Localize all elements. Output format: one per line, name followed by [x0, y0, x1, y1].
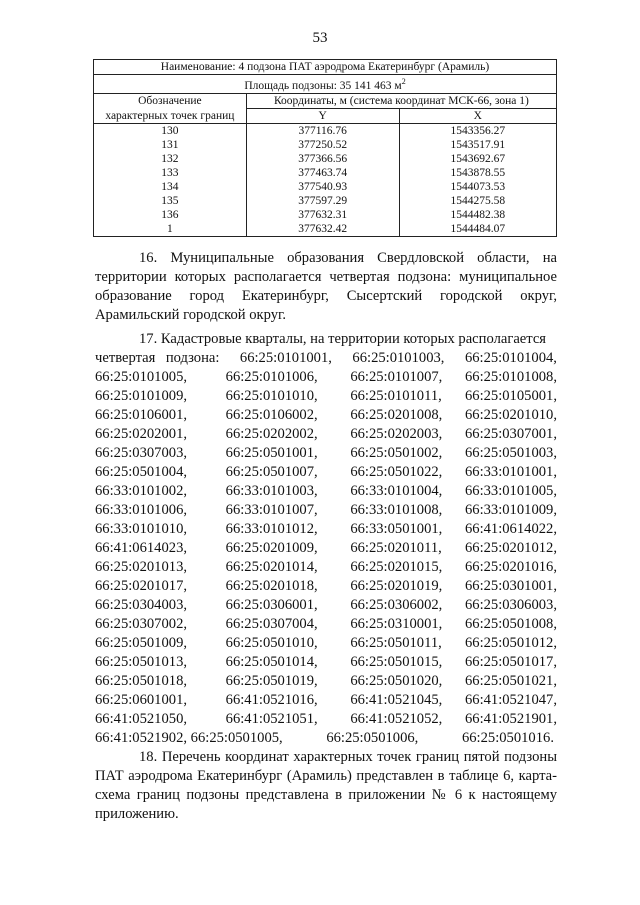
cadastral-item: 66:25:0501019, — [225, 673, 318, 689]
cadastral-item: 66:25:0501017, — [464, 654, 557, 670]
cadastral-item: 66:25:0201016, — [464, 559, 557, 575]
cell-x: 1544073.53 — [399, 180, 556, 194]
cadastral-item: 66:41:0614023, — [95, 540, 188, 556]
cadastral-item: 66:25:0501008, — [464, 616, 557, 632]
table-row — [94, 152, 557, 166]
cell-y: 377632.31 — [246, 208, 399, 222]
col-point-header-1: Обозначение — [94, 93, 247, 108]
table-area — [94, 75, 557, 94]
cadastral-item: 66:25:0105001, — [464, 388, 557, 404]
cell-point: 131 — [94, 138, 247, 152]
cadastral-item: 66:41:0521902, 66:25:0501005, — [95, 730, 283, 746]
cadastral-item: 66:25:0307003, — [95, 445, 188, 461]
cadastral-item: 66:33:0101009, — [464, 502, 557, 518]
cadastral-item: 66:41:0521045, — [350, 692, 443, 708]
cell-point: 132 — [94, 152, 247, 166]
cadastral-item: 66:41:0521050, — [95, 711, 188, 727]
cadastral-item: 66:25:0101010, — [225, 388, 318, 404]
cadastral-item: 66:25:0501006, — [326, 730, 419, 746]
cadastral-item: 66:25:0310001, — [350, 616, 443, 632]
cell-point: 130 — [94, 123, 247, 138]
cadastral-item: 66:25:0201008, — [350, 407, 443, 423]
table-row — [94, 208, 557, 222]
col-y-header: Y — [246, 108, 399, 123]
cadastral-item: 66:25:0306001, — [225, 597, 318, 613]
cadastral-item: 66:25:0202001, — [95, 426, 188, 442]
cadastral-item: 66:41:0521016, — [225, 692, 318, 708]
cadastral-item: 66:25:0101006, — [225, 369, 318, 385]
table-row — [94, 138, 557, 152]
cadastral-item: 66:25:0501003, — [464, 445, 557, 461]
cell-point: 134 — [94, 180, 247, 194]
cadastral-item: 66:25:0201012, — [464, 540, 557, 556]
coordinates-table — [93, 59, 557, 237]
cell-y: 377250.52 — [246, 138, 399, 152]
cadastral-item: 66:25:0106002, — [225, 407, 318, 423]
cell-point: 1 — [94, 222, 247, 237]
table-row — [94, 194, 557, 208]
cadastral-item: 66:25:0307002, — [95, 616, 188, 632]
cadastral-item: 66:25:0201011, — [350, 540, 442, 556]
table-row — [94, 166, 557, 180]
cell-x: 1544484.07 — [399, 222, 556, 237]
cadastral-item: 66:25:0101005, — [95, 369, 188, 385]
table-title: Наименование: 4 подзона ПАТ аэродрома Екатеринбург (Арамиль) — [94, 60, 557, 75]
cadastral-item: 66:33:0101002, — [95, 483, 188, 499]
cadastral-item: 66:25:0501011, — [350, 635, 442, 651]
cadastral-item: 66:25:0306003, — [464, 597, 557, 613]
cadastral-item: 66:25:0301001, — [464, 578, 557, 594]
cadastral-item: 66:25:0201013, — [95, 559, 188, 575]
cell-x: 1543692.67 — [399, 152, 556, 166]
page-number: 53 — [312, 30, 328, 46]
cadastral-item: 66:25:0601001, — [95, 692, 188, 708]
cadastral-item: 66:33:0101008, — [350, 502, 443, 518]
cadastral-item: 66:25:0501012, — [464, 635, 557, 651]
cadastral-item: 66:25:0307004, — [225, 616, 318, 632]
cadastral-item: 66:25:0501009, — [95, 635, 188, 651]
cadastral-item: 66:25:0101003, — [352, 350, 445, 366]
coord-header: Координаты, м (система координат МСК-66, зона 1) — [246, 93, 556, 108]
cadastral-item: 66:33:0501001, — [350, 521, 443, 537]
cadastral-item: 66:25:0202003, — [350, 426, 443, 442]
cadastral-item: 66:33:0101010, — [95, 521, 188, 537]
cadastral-list — [95, 368, 557, 729]
cadastral-item: 66:33:0101006, — [95, 502, 188, 518]
cadastral-item: 66:25:0201018, — [225, 578, 318, 594]
cadastral-item: 66:25:0501004, — [95, 464, 188, 480]
cadastral-item: 66:25:0201015, — [350, 559, 443, 575]
cadastral-item: 66:25:0201014, — [225, 559, 318, 575]
body-text — [95, 249, 557, 824]
cadastral-item: 66:25:0106001, — [95, 407, 188, 423]
cadastral-item: 66:25:0501015, — [350, 654, 443, 670]
cadastral-item: 66:25:0201009, — [225, 540, 318, 556]
cadastral-item: 66:25:0101008, — [464, 369, 557, 385]
cadastral-item: 66:25:0501016. — [461, 730, 554, 746]
cadastral-item: 66:25:0501021, — [464, 673, 557, 689]
cadastral-item: 66:25:0501007, — [225, 464, 318, 480]
table-area-label: Площадь подзоны: 35 141 463 м — [244, 79, 402, 92]
paragraph-17-intro: 17. Кадастровые кварталы, на территории которых располагается — [139, 331, 547, 347]
cadastral-first-row — [95, 349, 557, 368]
cadastral-item: 66:25:0101009, — [95, 388, 188, 404]
paragraph-18: 18. Перечень координат характерных точек границ пятой подзоны ПАТ аэродрома Екатеринбург (Арамиль) представлен в таблице 6, карта-схема границ подзоны представлена в приложении № 6 к настоящему приложению. — [95, 749, 557, 822]
cell-y: 377463.74 — [246, 166, 399, 180]
cell-point: 136 — [94, 208, 247, 222]
cadastral-item: 66:25:0101007, — [350, 369, 443, 385]
cadastral-item: 66:41:0521047, — [464, 692, 557, 708]
cell-point: 135 — [94, 194, 247, 208]
cadastral-item: 66:33:0101007, — [225, 502, 318, 518]
cadastral-item: 66:25:0304003, — [95, 597, 188, 613]
cell-x: 1543517.91 — [399, 138, 556, 152]
cadastral-item: 66:25:0201010, — [464, 407, 557, 423]
cadastral-item: 66:25:0501014, — [225, 654, 318, 670]
cadastral-item: 66:33:0101003, — [225, 483, 318, 499]
cadastral-item: 66:25:0101004, — [464, 350, 557, 366]
lead-word-2: подзона: — [165, 350, 220, 366]
cell-y: 377116.76 — [246, 123, 399, 138]
cadastral-item: 66:25:0501022, — [350, 464, 443, 480]
cadastral-item: 66:41:0521901, — [464, 711, 557, 727]
cadastral-item: 66:25:0307001, — [464, 426, 557, 442]
cadastral-item: 66:25:0101011, — [350, 388, 442, 404]
lead-word-1: четвертая — [95, 350, 156, 366]
cadastral-item: 66:41:0521051, — [225, 711, 318, 727]
table-row — [94, 123, 557, 138]
cadastral-item: 66:25:0501010, — [225, 635, 318, 651]
paragraph-16: 16. Муниципальные образования Свердловской области, на территории которых располагается четвертая подзона: муниципальное образование город Екатеринбург, Сысертский городской округ, Арамильский городской округ. — [95, 250, 557, 323]
cadastral-item: 66:25:0501013, — [95, 654, 188, 670]
cadastral-item: 66:33:0101012, — [225, 521, 318, 537]
cell-y: 377632.42 — [246, 222, 399, 237]
col-point-header-2: характерных точек границ — [94, 108, 247, 123]
cadastral-item: 66:25:0501018, — [95, 673, 188, 689]
cadastral-item: 66:25:0306002, — [350, 597, 443, 613]
table-area-sup: 2 — [401, 77, 406, 86]
table-row — [94, 180, 557, 194]
cell-x: 1544275.58 — [399, 194, 556, 208]
cadastral-item: 66:25:0501020, — [350, 673, 443, 689]
cadastral-item: 66:33:0101004, — [350, 483, 443, 499]
cadastral-item: 66:33:0101005, — [464, 483, 557, 499]
col-x-header: X — [399, 108, 556, 123]
cell-x: 1543356.27 — [399, 123, 556, 138]
cadastral-item: 66:41:0521052, — [350, 711, 443, 727]
cell-x: 1544482.38 — [399, 208, 556, 222]
cadastral-item: 66:25:0201019, — [350, 578, 443, 594]
cell-y: 377597.29 — [246, 194, 399, 208]
cadastral-item: 66:25:0501002, — [350, 445, 443, 461]
cadastral-item: 66:33:0101001, — [464, 464, 557, 480]
table-row — [94, 222, 557, 237]
cadastral-item: 66:41:0614022, — [464, 521, 557, 537]
cadastral-item: 66:25:0202002, — [225, 426, 318, 442]
cell-y: 377366.56 — [246, 152, 399, 166]
cadastral-item: 66:25:0101001, — [239, 350, 332, 366]
cadastral-last-row — [95, 729, 557, 748]
cell-point: 133 — [94, 166, 247, 180]
cadastral-item: 66:25:0501001, — [225, 445, 318, 461]
cell-y: 377540.93 — [246, 180, 399, 194]
cell-x: 1543878.55 — [399, 166, 556, 180]
cadastral-item: 66:25:0201017, — [95, 578, 188, 594]
